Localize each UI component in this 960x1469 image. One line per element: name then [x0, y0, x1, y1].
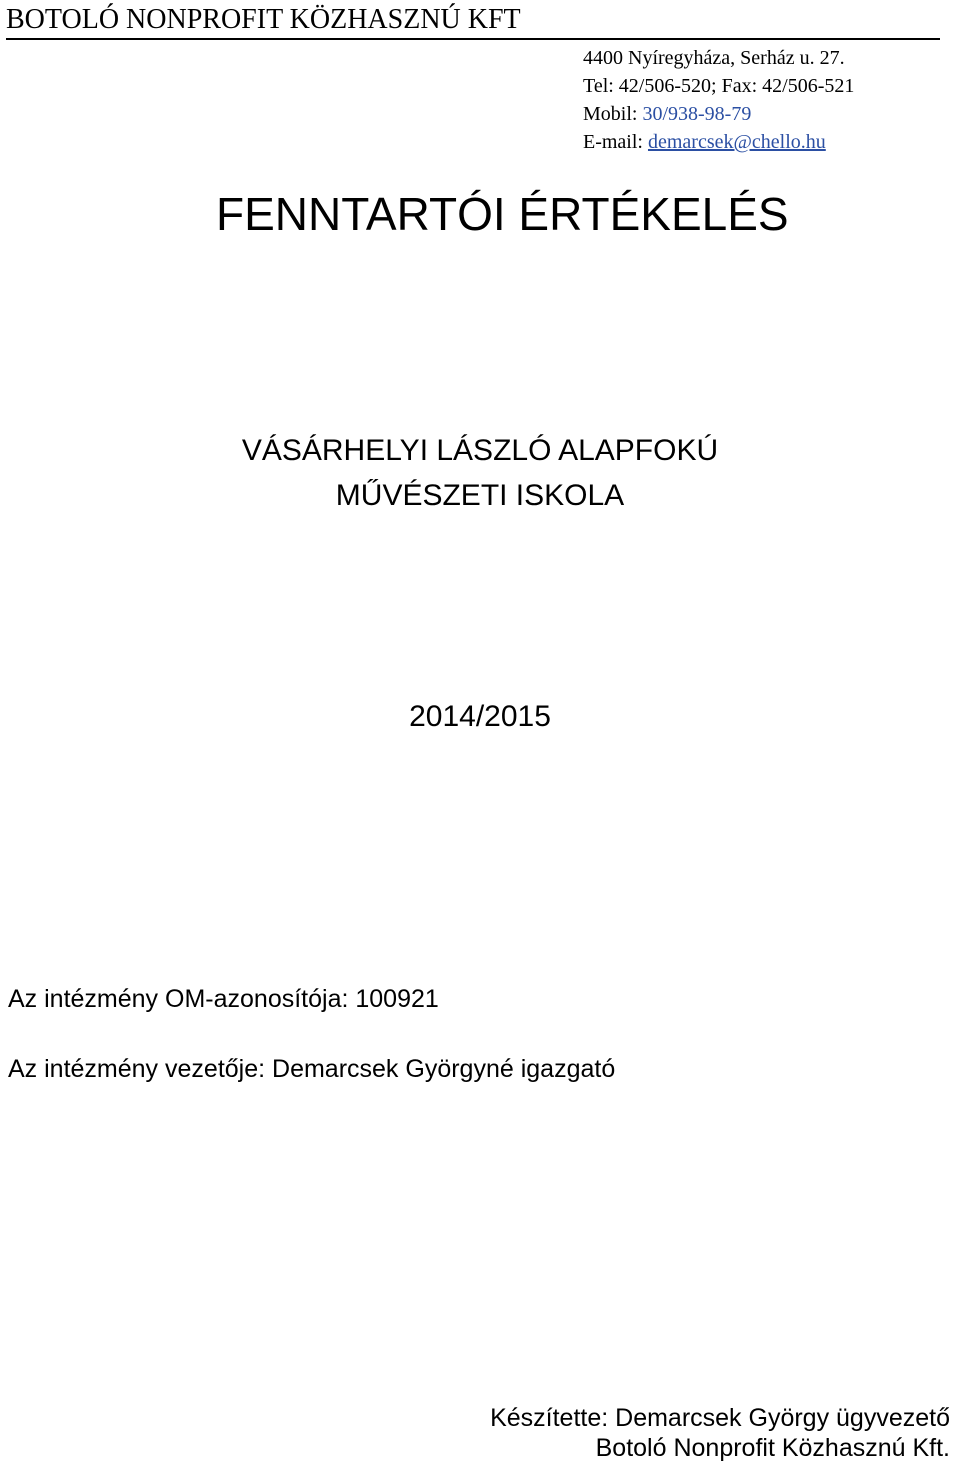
- address: 4400 Nyíregyháza, Serház u. 27.: [583, 47, 845, 69]
- document-title: FENNTARTÓI ÉRTÉKELÉS: [216, 188, 789, 240]
- mobile-number: 30/938-98-79: [642, 103, 752, 125]
- om-identifier: Az intézmény OM-azonosítója: 100921: [8, 985, 439, 1013]
- school-name-line-2: MŰVÉSZETI ISKOLA: [335, 479, 625, 512]
- school-name: [0, 428, 960, 518]
- school-name-line-1: VÁSÁRHELYI LÁSZLÓ ALAPFOKÚ: [241, 434, 719, 467]
- email-line: [583, 128, 854, 156]
- email-label: E-mail:: [583, 131, 648, 153]
- phone-fax: Tel: 42/506-520; Fax: 42/506-521: [583, 75, 855, 97]
- header-divider: [6, 38, 940, 40]
- organization-name: Botoló Nonprofit Közhasznú Kft.: [595, 1434, 950, 1462]
- mobile-line: [583, 100, 854, 128]
- prepared-by: Készítette: Demarcsek György ügyvezető: [490, 1404, 950, 1432]
- company-name: BOTOLÓ NONPROFIT KÖZHASZNÚ KFT: [6, 4, 521, 35]
- prepared-by-block: [490, 1403, 950, 1463]
- contact-block: [583, 44, 854, 156]
- school-year: 2014/2015: [409, 700, 551, 733]
- mobile-label: Mobil:: [583, 103, 643, 125]
- email-link[interactable]: demarcsek@chello.hu: [647, 131, 826, 153]
- institution-leader: Az intézmény vezetője: Demarcsek Györgyné igazgató: [8, 1055, 616, 1083]
